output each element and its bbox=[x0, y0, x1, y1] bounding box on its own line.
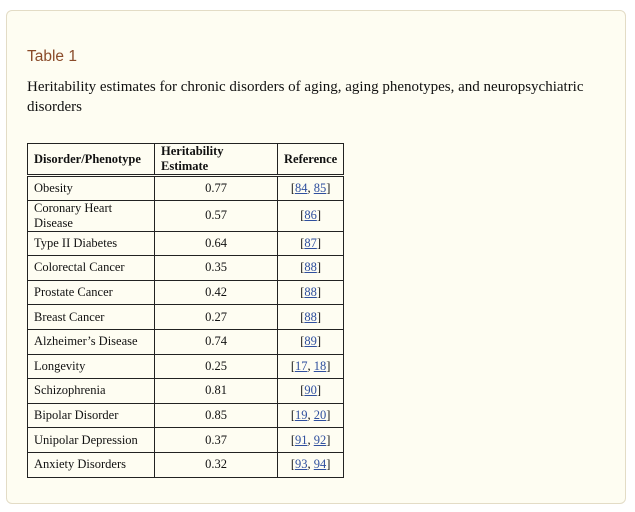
reference-link[interactable]: 84 bbox=[294, 180, 308, 195]
reference-cell: [88] bbox=[278, 256, 344, 281]
reference-link[interactable]: 89 bbox=[304, 334, 317, 349]
reference-link[interactable]: 92 bbox=[313, 432, 327, 447]
heritability-estimate-cell: 0.77 bbox=[155, 176, 278, 201]
heritability-estimate-cell: 0.32 bbox=[155, 452, 278, 477]
heritability-estimate-cell: 0.57 bbox=[155, 200, 278, 231]
reference-link[interactable]: 88 bbox=[304, 260, 317, 275]
disorder-name-cell: Prostate Cancer bbox=[28, 280, 155, 305]
reference-cell: [90] bbox=[278, 379, 344, 404]
table-container bbox=[27, 143, 344, 478]
disorder-name-cell: Bipolar Disorder bbox=[28, 403, 155, 428]
disorder-name-cell: Longevity bbox=[28, 354, 155, 379]
table-row bbox=[28, 452, 344, 477]
reference-cell: [19, 20] bbox=[278, 403, 344, 428]
heritability-estimate-cell: 0.37 bbox=[155, 428, 278, 453]
reference-cell: [88] bbox=[278, 305, 344, 330]
reference-link[interactable]: 88 bbox=[304, 309, 317, 324]
table-row bbox=[28, 428, 344, 453]
disorder-name-cell: Alzheimer’s Disease bbox=[28, 329, 155, 354]
reference-link[interactable]: 19 bbox=[294, 408, 308, 423]
table-row bbox=[28, 329, 344, 354]
reference-link[interactable]: 18 bbox=[313, 358, 327, 373]
table-row bbox=[28, 305, 344, 330]
column-header-disorder: Disorder/Phenotype bbox=[28, 144, 155, 176]
reference-link[interactable]: 87 bbox=[304, 235, 317, 250]
reference-cell: [17, 18] bbox=[278, 354, 344, 379]
reference-link[interactable]: 85 bbox=[313, 180, 327, 195]
disorder-name-cell: Anxiety Disorders bbox=[28, 452, 155, 477]
disorder-name-cell: Coronary Heart Disease bbox=[28, 200, 155, 231]
table-row bbox=[28, 231, 344, 256]
reference-link[interactable]: 94 bbox=[313, 457, 327, 472]
reference-link[interactable]: 17 bbox=[294, 358, 308, 373]
table-row bbox=[28, 379, 344, 404]
reference-link[interactable]: 88 bbox=[304, 285, 317, 300]
table-caption: Heritability estimates for chronic disorders of aging, aging phenotypes, and neuropsychiatric disorders bbox=[27, 79, 584, 115]
heritability-estimate-cell: 0.27 bbox=[155, 305, 278, 330]
reference-cell: [91, 92] bbox=[278, 428, 344, 453]
reference-link[interactable]: 91 bbox=[294, 432, 308, 447]
disorder-name-cell: Obesity bbox=[28, 176, 155, 201]
disorder-name-cell: Colorectal Cancer bbox=[28, 256, 155, 281]
table-row bbox=[28, 280, 344, 305]
table-body bbox=[28, 176, 344, 478]
heritability-estimate-cell: 0.74 bbox=[155, 329, 278, 354]
column-header-estimate: Heritability Estimate bbox=[155, 144, 278, 176]
column-header-reference: Reference bbox=[278, 144, 344, 176]
table-row bbox=[28, 256, 344, 281]
reference-cell: [89] bbox=[278, 329, 344, 354]
table-header-row bbox=[28, 144, 344, 176]
heritability-table bbox=[27, 143, 344, 478]
table-label: Table 1 bbox=[27, 48, 77, 65]
reference-link[interactable]: 86 bbox=[304, 208, 317, 223]
disorder-name-cell: Type II Diabetes bbox=[28, 231, 155, 256]
reference-cell: [88] bbox=[278, 280, 344, 305]
table-row bbox=[28, 354, 344, 379]
table-row bbox=[28, 200, 344, 231]
table-row bbox=[28, 176, 344, 201]
reference-cell: [84, 85] bbox=[290, 180, 331, 195]
reference-link[interactable]: 20 bbox=[313, 408, 327, 423]
reference-link[interactable]: 93 bbox=[294, 457, 308, 472]
heritability-estimate-cell: 0.85 bbox=[155, 403, 278, 428]
heritability-estimate-cell: 0.25 bbox=[155, 354, 278, 379]
reference-cell: [87] bbox=[278, 231, 344, 256]
reference-cell: [93, 94] bbox=[278, 452, 344, 477]
heritability-estimate-cell: 0.64 bbox=[155, 231, 278, 256]
disorder-name-cell: Unipolar Depression bbox=[28, 428, 155, 453]
table-row bbox=[28, 403, 344, 428]
heritability-estimate-cell: 0.35 bbox=[155, 256, 278, 281]
disorder-name-cell: Schizophrenia bbox=[28, 379, 155, 404]
disorder-name-cell: Breast Cancer bbox=[28, 305, 155, 330]
table-panel bbox=[6, 10, 626, 504]
heritability-estimate-cell: 0.81 bbox=[155, 379, 278, 404]
reference-link[interactable]: 90 bbox=[304, 383, 317, 398]
reference-cell: [86] bbox=[278, 200, 344, 231]
heritability-estimate-cell: 0.42 bbox=[155, 280, 278, 305]
